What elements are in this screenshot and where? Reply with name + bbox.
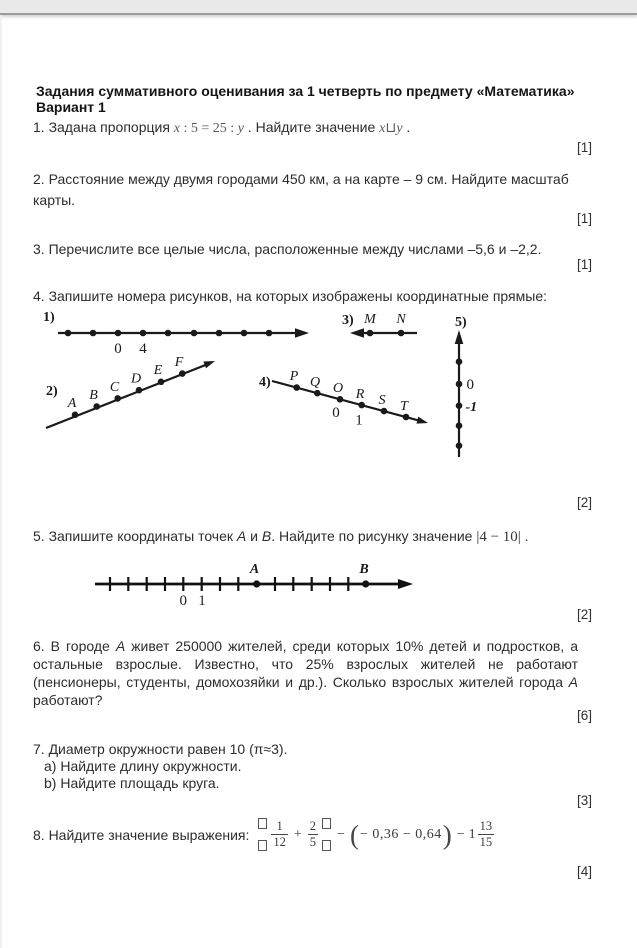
fig3-arrowhead [350,328,364,338]
fig4-point-O: O [332,381,344,396]
question-3: 3. Перечислите все целые числа, расположенные между числами –5,6 и –2,2. [33,241,542,257]
missing-glyph-box [322,818,331,829]
q8-f2-num: 2 [308,820,318,836]
q8-fraction-13-15 [478,820,495,850]
fig5-tick-0: 0 [466,377,474,393]
fig2-label: 2) [46,384,58,399]
q5-number-line-figure [90,559,435,609]
figure-5-vertical-line [455,315,477,457]
q8-formula: $\frac{1}{12}$ + $\frac{2}{5}$ − ( − 0,36 − 0,64 ) − 1 $\frac{13}{15}$ [256,818,496,851]
fig3-point-N: N [396,312,406,327]
fig2-point-B: B [89,388,98,403]
fig1-tick-0: 0 [114,341,122,357]
fig2-point-A: A [67,396,77,411]
fig4-tick-0: 0 [332,405,340,421]
q8-f3-num: 13 [478,820,495,836]
fig1-tick-4: 4 [139,341,147,357]
missing-glyph-box [258,840,267,851]
fig4-tick-1: 1 [355,412,363,429]
question-1 [33,118,581,138]
q5-dot-A [253,580,260,587]
fig2-arrowhead [203,361,215,368]
fig4-point-R: R [355,387,365,402]
q8-minus-1: − [337,826,345,842]
q7-line1: 7. Диаметр окружности равен 10 (π≈3). [33,741,288,757]
q1-var-x: x [173,121,181,136]
q1-marks: [1] [576,140,592,155]
q6-text2: живет 250000 жителей, среди которых 10% детей и подростков, а остальные взрослые. Известно, что 25% взрослых жителей не работают (пенсионеры, студенты, домохозяйки и др.). Сколько взрослых жителей города [33,638,578,690]
fig2-point-C: C [109,380,120,395]
fig5-tick-minus1: -1 [465,400,478,415]
question-4: 4. Запишите номера рисунков, на которых изображены координатные прямые: [33,288,548,304]
figure-2-ray [46,355,215,428]
question-5 [33,527,608,547]
q5-tick-0: 0 [179,593,188,609]
fig1-dots [65,330,273,337]
q8-whole-number: 1 [468,826,476,842]
fig4-point-P: P [289,369,299,384]
q6-text1: 6. В городе [33,638,116,654]
q1-expr-y: y [396,121,403,136]
q5-abs-expression: |4 − 10| [476,529,521,545]
q1-var-y: y [237,121,244,136]
q8-f1-den: 12 [273,835,286,849]
q8-text: 8. Найдите значение выражения: [33,826,250,843]
q5-point-b: B [261,528,272,544]
figure-3-left-ray [342,312,417,338]
fig5-label: 5) [455,315,467,330]
q1-text2: . Найдите значение [243,119,380,135]
figure-1-number-line [43,310,309,357]
q1-expr-x: x [379,121,386,136]
q6-city-a: А [115,638,126,654]
q8-f3-den: 15 [479,835,493,849]
figure-4-ray [259,369,428,429]
fig1-label: 1) [43,310,55,325]
q8-broken-bracket-left [258,818,267,851]
q6-marks: [6] [576,708,592,723]
question-7 [33,741,581,792]
page-left-edge [0,16,2,948]
question-6 [33,637,578,709]
missing-glyph-box [258,818,267,829]
q8-minus-2: − [456,826,465,842]
q5-dot-B [362,580,369,587]
fig3-point-M: M [364,312,376,327]
fig4-point-Q: Q [309,375,321,390]
q3-marks: [1] [576,257,592,272]
q1-text3: . [402,119,411,135]
fig3-label: 3) [342,313,354,328]
fig1-arrowhead [295,328,309,338]
q1-text: 1. Задана пропорция [33,119,174,135]
q5-marks: [2] [576,607,592,622]
question-2: 2. Расстояние между двумя городами 450 км, а на карте – 9 см. Найдите масштаб карты. [33,171,569,208]
fig4-point-T: T [400,399,408,414]
fig4-label: 4) [259,375,271,390]
q4-marks: [2] [576,495,592,510]
fig5-arrowhead [455,330,464,344]
q1-missing-glyph-box: ⊔ [385,121,397,136]
q5-arrowhead [398,579,413,589]
q1-proportion-mid: : 5 = 25 : [180,121,238,136]
q8-f1-num: 1 [271,820,288,836]
q8-f2-den: 5 [309,835,317,849]
q8-plus: + [293,826,302,842]
q8-broken-bracket-right [322,818,331,851]
fig2-point-D: D [130,371,142,387]
q5-tick-1: 1 [198,593,206,609]
q5-text4: . [520,528,529,544]
fig4-point-S: S [378,393,386,408]
q8-marks: [4] [576,864,592,879]
q1-expression [379,121,402,136]
q5-text3: . Найдите по рисунку значение [271,528,477,544]
question-8 [33,818,623,851]
q6-text3: работают? [33,692,103,708]
missing-glyph-box [322,840,331,851]
q5-label-B: B [359,562,369,577]
q5-label-A: A [249,562,260,577]
q7-marks: [3] [576,793,592,808]
q7-item-b: b) Найдите площадь круга. [44,775,220,791]
fig2-point-F: F [174,355,184,370]
q7-item-a: a) Найдите длину окружности. [44,758,242,774]
q8-fraction-1-12 [271,820,288,850]
q5-point-a: A [236,528,247,544]
q8-fraction-2-5 [308,820,318,850]
q6-city-a2: А [568,674,578,690]
browser-top-strip [0,0,637,15]
fig4-arrowhead [417,417,429,424]
q8-paren-content: − 0,36 − 0,64 [359,826,442,842]
fig2-point-E: E [153,363,163,378]
title-block [36,84,616,115]
q5-text2: и [246,528,262,544]
variant-label: Вариант 1 [36,98,106,115]
q5-text1: 5. Запишите координаты точек [33,528,237,544]
q4-figures [33,302,608,474]
q2-marks: [1] [576,211,592,226]
q1-proportion [174,121,244,136]
page-title: Задания суммативного оценивания за 1 четверть по предмету «Математика» [36,83,575,99]
